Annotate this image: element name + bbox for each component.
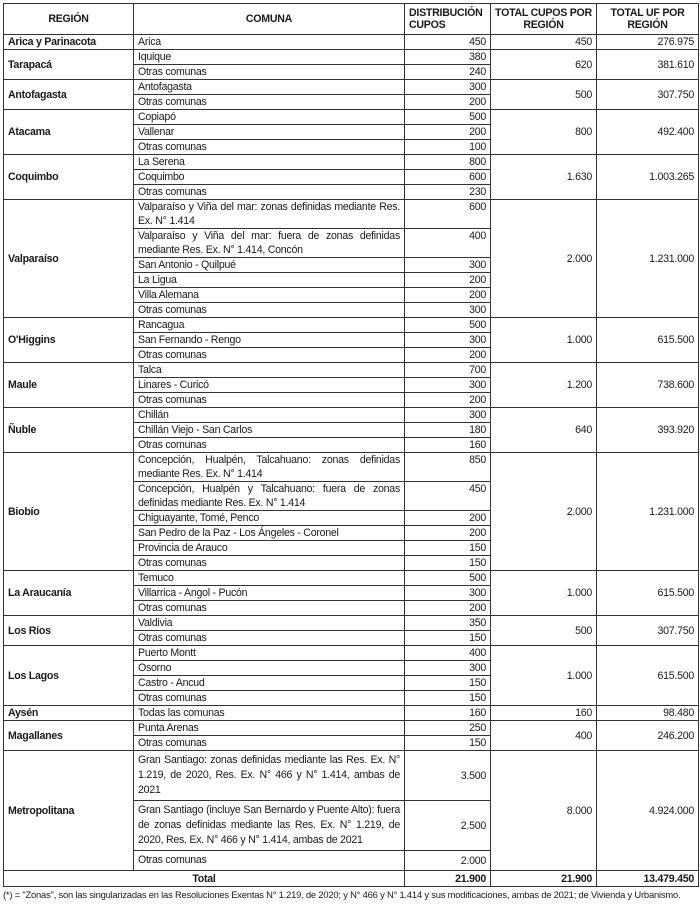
comuna-cupos: 300 <box>405 586 491 601</box>
comuna-name: Puerto Montt <box>134 646 405 661</box>
comuna-name: Otras comunas <box>134 65 405 80</box>
region-total-uf: 1.003.265 <box>597 155 699 200</box>
region-total-cupos: 800 <box>491 110 597 155</box>
region-name: O'Higgins <box>4 318 134 363</box>
table-row <box>4 453 699 482</box>
comuna-cupos: 300 <box>405 80 491 95</box>
region-name: Los Lagos <box>4 646 134 706</box>
region-total-cupos: 1.200 <box>491 363 597 408</box>
comuna-cupos: 240 <box>405 65 491 80</box>
region-total-uf: 246.200 <box>597 721 699 751</box>
header-comuna: COMUNA <box>134 4 405 35</box>
region-total-cupos: 640 <box>491 408 597 453</box>
header-distribucion: DISTRIBUCIÓN CUPOS <box>405 4 491 35</box>
region-total-uf: 307.750 <box>597 80 699 110</box>
region-name: Coquimbo <box>4 155 134 200</box>
region-name: Arica y Parinacota <box>4 35 134 50</box>
comuna-name: Chiguayante, Tomé, Penco <box>134 511 405 526</box>
comuna-cupos: 500 <box>405 318 491 333</box>
region-total-uf: 381.610 <box>597 50 699 80</box>
comuna-name: Gran Santiago: zonas definidas mediante las Res. Ex. N° 1.219, de 2020, Res. Ex. N° 466 y N° 1.414, ambas de 2021 <box>134 751 405 801</box>
comuna-cupos: 200 <box>405 511 491 526</box>
comuna-cupos: 300 <box>405 378 491 393</box>
comuna-cupos: 200 <box>405 393 491 408</box>
comuna-cupos: 150 <box>405 541 491 556</box>
comuna-name: Copiapó <box>134 110 405 125</box>
comuna-cupos: 150 <box>405 631 491 646</box>
table-row <box>4 646 699 661</box>
comuna-name: Otras comunas <box>134 601 405 616</box>
comuna-name: La Serena <box>134 155 405 170</box>
comuna-name: Antofagasta <box>134 80 405 95</box>
comuna-cupos: 450 <box>405 35 491 50</box>
region-name: Antofagasta <box>4 80 134 110</box>
comuna-name: Arica <box>134 35 405 50</box>
comuna-cupos: 300 <box>405 333 491 348</box>
table-row <box>4 571 699 586</box>
cupos-distribution-table <box>3 3 699 887</box>
region-total-uf: 276.975 <box>597 35 699 50</box>
comuna-cupos: 700 <box>405 363 491 378</box>
region-total-uf: 4.924.000 <box>597 751 699 871</box>
comuna-name: Iquique <box>134 50 405 65</box>
comuna-name: Valdivia <box>134 616 405 631</box>
table-row <box>4 751 699 801</box>
header-total-cupos: TOTAL CUPOS POR REGIÓN <box>491 4 597 35</box>
comuna-cupos: 200 <box>405 95 491 110</box>
table-row <box>4 155 699 170</box>
comuna-name: Talca <box>134 363 405 378</box>
region-total-uf: 1.231.000 <box>597 453 699 571</box>
comuna-name: Otras comunas <box>134 851 405 871</box>
region-total-cupos: 1.000 <box>491 318 597 363</box>
header-region: REGIÓN <box>4 4 134 35</box>
comuna-cupos: 200 <box>405 348 491 363</box>
region-name: Aysén <box>4 706 134 721</box>
comuna-name: Villa Alemana <box>134 288 405 303</box>
comuna-name: Otras comunas <box>134 303 405 318</box>
region-name: La Araucanía <box>4 571 134 616</box>
comuna-cupos: 160 <box>405 706 491 721</box>
comuna-cupos: 230 <box>405 185 491 200</box>
comuna-name: San Fernando - Rengo <box>134 333 405 348</box>
comuna-name: Concepción, Hualpén, Talcahuano: zonas definidas mediante Res. Ex. N° 1.414 <box>134 453 405 482</box>
comuna-name: Linares - Curicó <box>134 378 405 393</box>
region-name: Tarapacá <box>4 50 134 80</box>
comuna-name: Vallenar <box>134 125 405 140</box>
comuna-cupos: 200 <box>405 601 491 616</box>
region-total-cupos: 2.000 <box>491 453 597 571</box>
region-total-cupos: 450 <box>491 35 597 50</box>
region-total-cupos: 1.000 <box>491 646 597 706</box>
comuna-cupos: 300 <box>405 303 491 318</box>
total-cupos: 21.900 <box>491 871 597 887</box>
comuna-cupos: 200 <box>405 125 491 140</box>
comuna-name: San Pedro de la Paz - Los Ángeles - Coronel <box>134 526 405 541</box>
comuna-cupos: 300 <box>405 661 491 676</box>
comuna-cupos: 2.000 <box>405 851 491 871</box>
comuna-name: Valparaíso y Viña del mar: zonas definidas mediante Res. Ex. N° 1.414 <box>134 200 405 229</box>
comuna-cupos: 800 <box>405 155 491 170</box>
region-total-cupos: 8.000 <box>491 751 597 871</box>
comuna-cupos: 200 <box>405 526 491 541</box>
comuna-cupos: 150 <box>405 691 491 706</box>
comuna-name: Chillán <box>134 408 405 423</box>
comuna-name: Coquimbo <box>134 170 405 185</box>
comuna-cupos: 200 <box>405 273 491 288</box>
region-name: Biobío <box>4 453 134 571</box>
region-total-uf: 615.500 <box>597 571 699 616</box>
region-total-cupos: 620 <box>491 50 597 80</box>
region-total-cupos: 160 <box>491 706 597 721</box>
region-name: Ñuble <box>4 408 134 453</box>
comuna-cupos: 2.500 <box>405 801 491 851</box>
region-total-uf: 615.500 <box>597 318 699 363</box>
table-row <box>4 363 699 378</box>
table-row <box>4 408 699 423</box>
comuna-name: Otras comunas <box>134 556 405 571</box>
comuna-cupos: 250 <box>405 721 491 736</box>
comuna-name: Osorno <box>134 661 405 676</box>
table-row <box>4 50 699 65</box>
comuna-name: Punta Arenas <box>134 721 405 736</box>
region-name: Maule <box>4 363 134 408</box>
comuna-name: Otras comunas <box>134 95 405 110</box>
comuna-cupos: 400 <box>405 229 491 258</box>
comuna-cupos: 500 <box>405 571 491 586</box>
total-label: Total <box>4 871 405 887</box>
comuna-cupos: 180 <box>405 423 491 438</box>
region-total-cupos: 2.000 <box>491 200 597 318</box>
comuna-cupos: 450 <box>405 482 491 511</box>
comuna-cupos: 100 <box>405 140 491 155</box>
region-total-uf: 98.480 <box>597 706 699 721</box>
region-total-cupos: 1.000 <box>491 571 597 616</box>
comuna-name: Otras comunas <box>134 438 405 453</box>
table-row <box>4 616 699 631</box>
comuna-name: Gran Santiago (incluye San Bernardo y Puente Alto): fuera de zonas definidas mediante las Res. Ex. N° 1.219, de 2020, Res. Ex. N° 466 y N° 1.414, ambas de 2021 <box>134 801 405 851</box>
comuna-name: Villarrica - Angol - Pucón <box>134 586 405 601</box>
comuna-name: Valparaíso y Viña del mar: fuera de zonas definidas mediante Res. Ex. N° 1.414, Concón <box>134 229 405 258</box>
region-total-uf: 492.400 <box>597 110 699 155</box>
region-total-uf: 1.231.000 <box>597 200 699 318</box>
region-total-cupos: 400 <box>491 721 597 751</box>
comuna-name: Otras comunas <box>134 348 405 363</box>
table-row <box>4 35 699 50</box>
comuna-cupos: 600 <box>405 200 491 229</box>
region-total-cupos: 500 <box>491 616 597 646</box>
comuna-name: Otras comunas <box>134 185 405 200</box>
region-total-uf: 393.920 <box>597 408 699 453</box>
comuna-cupos: 160 <box>405 438 491 453</box>
total-distribucion: 21.900 <box>405 871 491 887</box>
header-row <box>4 4 699 35</box>
table-row <box>4 110 699 125</box>
comuna-cupos: 300 <box>405 258 491 273</box>
region-name: Magallanes <box>4 721 134 751</box>
comuna-name: San Antonio - Quilpué <box>134 258 405 273</box>
comuna-name: Rancagua <box>134 318 405 333</box>
comuna-name: Todas las comunas <box>134 706 405 721</box>
comuna-name: Otras comunas <box>134 393 405 408</box>
total-uf: 13.479.450 <box>597 871 699 887</box>
comuna-cupos: 600 <box>405 170 491 185</box>
comuna-name: Otras comunas <box>134 691 405 706</box>
table-body <box>4 35 699 871</box>
comuna-name: Otras comunas <box>134 631 405 646</box>
header-total-uf: TOTAL UF POR REGIÓN <box>597 4 699 35</box>
comuna-cupos: 400 <box>405 646 491 661</box>
comuna-name: La Ligua <box>134 273 405 288</box>
region-name: Atacama <box>4 110 134 155</box>
comuna-name: Temuco <box>134 571 405 586</box>
comuna-cupos: 3.500 <box>405 751 491 801</box>
comuna-cupos: 150 <box>405 676 491 691</box>
region-total-cupos: 500 <box>491 80 597 110</box>
footnote: (*) = "Zonas", son las singularizadas en las Resoluciones Exentas N° 1.219, de 2020; y N° 466 y N° 1.414 y sus modificaciones, ambas de 2021; de Vivienda y Urbanismo. <box>3 889 681 900</box>
comuna-cupos: 200 <box>405 288 491 303</box>
comuna-name: Otras comunas <box>134 736 405 751</box>
comuna-name: Otras comunas <box>134 140 405 155</box>
comuna-cupos: 380 <box>405 50 491 65</box>
region-name: Metropolitana <box>4 751 134 871</box>
region-total-uf: 615.500 <box>597 646 699 706</box>
table-row <box>4 200 699 229</box>
comuna-name: Concepción, Hualpén y Talcahuano: fuera de zonas definidas mediante Res. Ex. N° 1.414 <box>134 482 405 511</box>
comuna-cupos: 500 <box>405 110 491 125</box>
comuna-cupos: 850 <box>405 453 491 482</box>
region-total-uf: 738.600 <box>597 363 699 408</box>
comuna-name: Castro - Ancud <box>134 676 405 691</box>
table-row <box>4 80 699 95</box>
table-row <box>4 721 699 736</box>
comuna-cupos: 350 <box>405 616 491 631</box>
comuna-name: Chillán Viejo - San Carlos <box>134 423 405 438</box>
comuna-name: Provincia de Arauco <box>134 541 405 556</box>
table-row <box>4 318 699 333</box>
region-total-uf: 307.750 <box>597 616 699 646</box>
comuna-cupos: 150 <box>405 556 491 571</box>
region-total-cupos: 1.630 <box>491 155 597 200</box>
total-row <box>4 871 699 887</box>
region-name: Los Ríos <box>4 616 134 646</box>
region-name: Valparaíso <box>4 200 134 318</box>
comuna-cupos: 300 <box>405 408 491 423</box>
table-row <box>4 706 699 721</box>
comuna-cupos: 150 <box>405 736 491 751</box>
